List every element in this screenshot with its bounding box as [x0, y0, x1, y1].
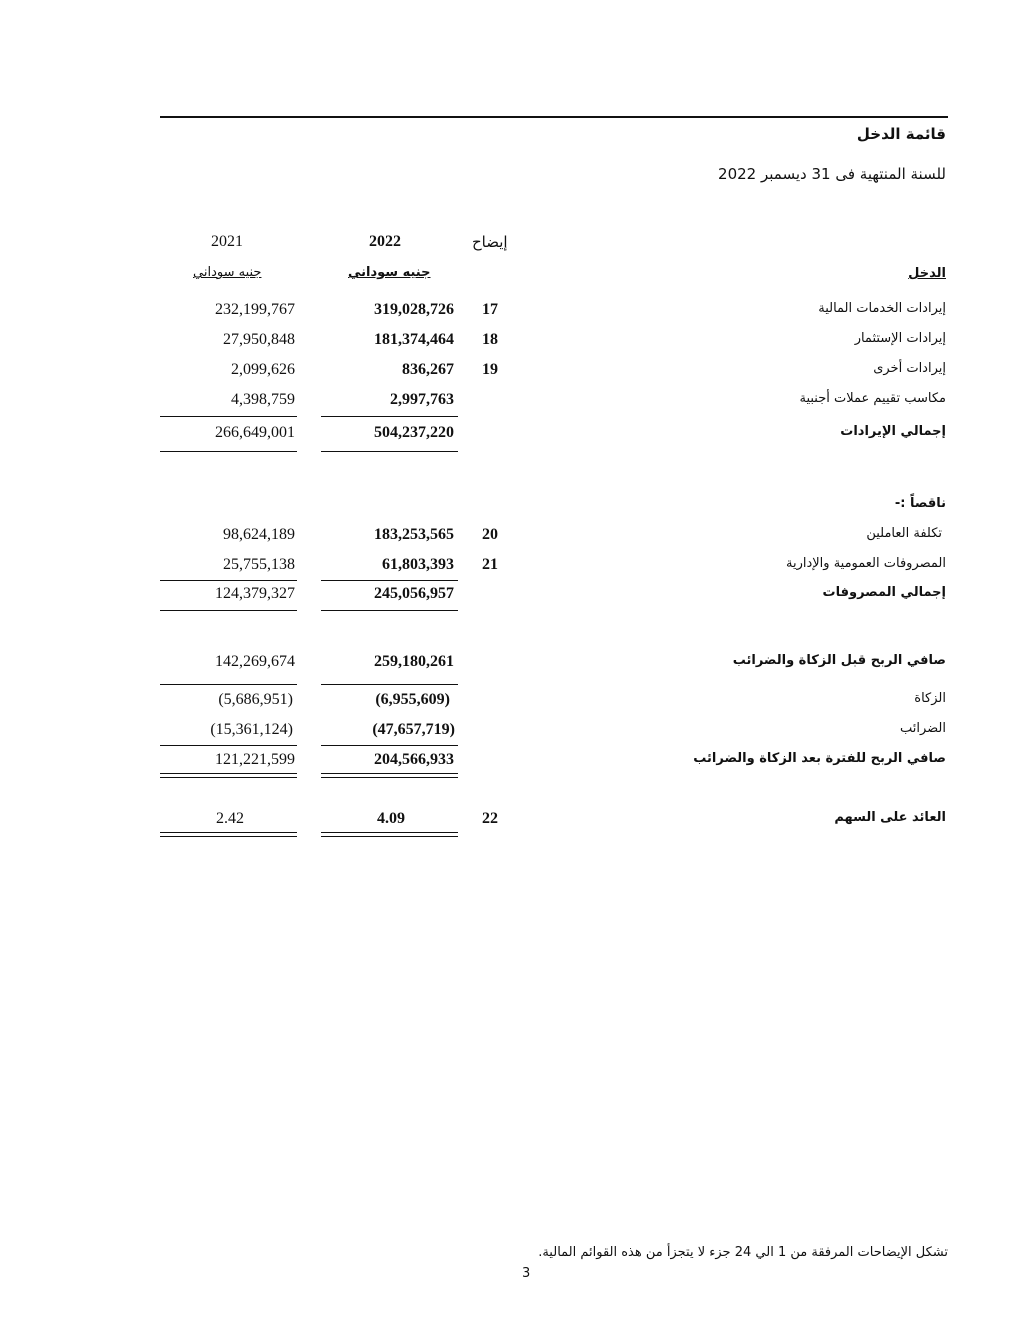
table-row	[0, 556, 1024, 578]
subtotal-rule-2021	[160, 416, 297, 417]
page-number: 3	[522, 1266, 531, 1281]
net-profit-2022: 204,566,933	[374, 751, 454, 768]
income-heading-row	[0, 266, 1024, 288]
total-rule-2022	[321, 610, 458, 611]
zakat-2022: (6,955,609)	[375, 691, 450, 708]
net-profit-label: صافي الربح للفترة بعد الزكاة والضرائب	[693, 751, 946, 766]
subtotal-rule-2021	[160, 580, 297, 581]
subtotal-rule-2022	[321, 684, 458, 685]
total-rule-2021	[160, 451, 297, 452]
net-profit-2021: 121,221,599	[215, 751, 295, 768]
year-prior-header: 2021	[211, 233, 243, 250]
double-rule-2021-top	[160, 832, 297, 833]
subtotal-rule-2022	[321, 580, 458, 581]
taxes-2021: (15,361,124)	[210, 721, 293, 738]
total-income-label: إجمالي الإيرادات	[840, 424, 946, 439]
value-2022: 836,267	[402, 361, 454, 378]
profit-before-label: صافي الربح قبل الزكاة والضرائب	[732, 653, 946, 668]
value-2022: 183,253,565	[374, 526, 454, 543]
total-rule-2022	[321, 451, 458, 452]
double-rule-2021-bottom	[160, 836, 297, 837]
total-row	[0, 751, 1024, 773]
eps-label: العائد على السهم	[834, 810, 946, 825]
double-rule-2022-bottom	[321, 777, 458, 778]
eps-2022: 4.09	[377, 810, 405, 827]
note-number: 20	[482, 526, 498, 543]
currency-prior-header: جنيه سوداني	[193, 265, 262, 280]
value-2021: 27,950,848	[223, 331, 295, 348]
double-rule-2022-bottom	[321, 836, 458, 837]
note-number: 22	[482, 810, 498, 827]
double-rule-2022-top	[321, 832, 458, 833]
table-row	[0, 691, 1024, 713]
value-2022: 61,803,393	[382, 556, 454, 573]
zakat-2021: (5,686,951)	[218, 691, 293, 708]
table-row	[0, 391, 1024, 413]
table-row	[0, 721, 1024, 743]
table-row	[0, 301, 1024, 323]
double-rule-2021-bottom	[160, 777, 297, 778]
value-2022: 181,374,464	[374, 331, 454, 348]
note-number: 17	[482, 301, 498, 318]
total-expenses-2021: 124,379,327	[215, 585, 295, 602]
zakat-label: الزكاة	[914, 691, 946, 706]
note-column-header: إيضاح	[472, 233, 508, 251]
total-row	[0, 810, 1024, 832]
note-number: 21	[482, 556, 498, 573]
total-expenses-label: إجمالي المصروفات	[822, 585, 946, 600]
value-2022: 2,997,763	[390, 391, 454, 408]
total-row	[0, 585, 1024, 607]
row-label: إيرادات الخدمات المالية	[818, 301, 946, 316]
row-label: تكلفة العاملين	[866, 526, 942, 541]
profit-before-2022: 259,180,261	[374, 653, 454, 670]
value-2021: 4,398,759	[231, 391, 295, 408]
row-label: المصروفات العمومية والإدارية	[786, 556, 946, 571]
total-expenses-2022: 245,056,957	[374, 585, 454, 602]
subtotal-rule-2022	[321, 416, 458, 417]
value-2021: 2,099,626	[231, 361, 295, 378]
total-row	[0, 424, 1024, 446]
top-rule	[160, 116, 948, 118]
expenses-heading: ناقصاً :-	[894, 496, 946, 511]
value-2022: 319,028,726	[374, 301, 454, 318]
footer-note: تشكل الإيضاحات المرفقة من 1 الي 24 جزء لا يتجزأ من هذه القوائم المالية.	[538, 1245, 948, 1260]
total-rule-2021	[160, 610, 297, 611]
row-label: إيرادات الإستثمار	[854, 331, 946, 346]
row-label: إيرادات أخرى	[873, 361, 946, 376]
statement-title: قائمة الدخل	[856, 125, 946, 143]
subtotal-rule-2021	[160, 745, 297, 746]
note-number: 18	[482, 331, 498, 348]
subtotal-rule-2021	[160, 684, 297, 685]
expenses-heading-row	[0, 496, 1024, 518]
total-income-2022: 504,237,220	[374, 424, 454, 441]
value-2021: 25,755,138	[223, 556, 295, 573]
value-2021: 232,199,767	[215, 301, 295, 318]
value-2021: 98,624,189	[223, 526, 295, 543]
income-heading: الدخل	[908, 266, 946, 281]
double-rule-2022-top	[321, 773, 458, 774]
row-label: مكاسب تقييم عملات أجنبية	[799, 391, 946, 406]
year-current-header: 2022	[369, 233, 401, 250]
taxes-label: الضرائب	[899, 721, 946, 736]
subtotal-rule-2022	[321, 745, 458, 746]
total-income-2021: 266,649,001	[215, 424, 295, 441]
profit-before-2021: 142,269,674	[215, 653, 295, 670]
double-rule-2021-top	[160, 773, 297, 774]
table-row	[0, 361, 1024, 383]
currency-current-header: جنيه سوداني	[348, 265, 431, 280]
taxes-2022: (47,657,719)	[372, 721, 455, 738]
table-row	[0, 526, 1024, 548]
total-row	[0, 653, 1024, 675]
statement-period: للسنة المنتهية فى 31 ديسمبر 2022	[718, 165, 946, 183]
eps-2021: 2.42	[216, 810, 244, 827]
table-row	[0, 331, 1024, 353]
note-number: 19	[482, 361, 498, 378]
